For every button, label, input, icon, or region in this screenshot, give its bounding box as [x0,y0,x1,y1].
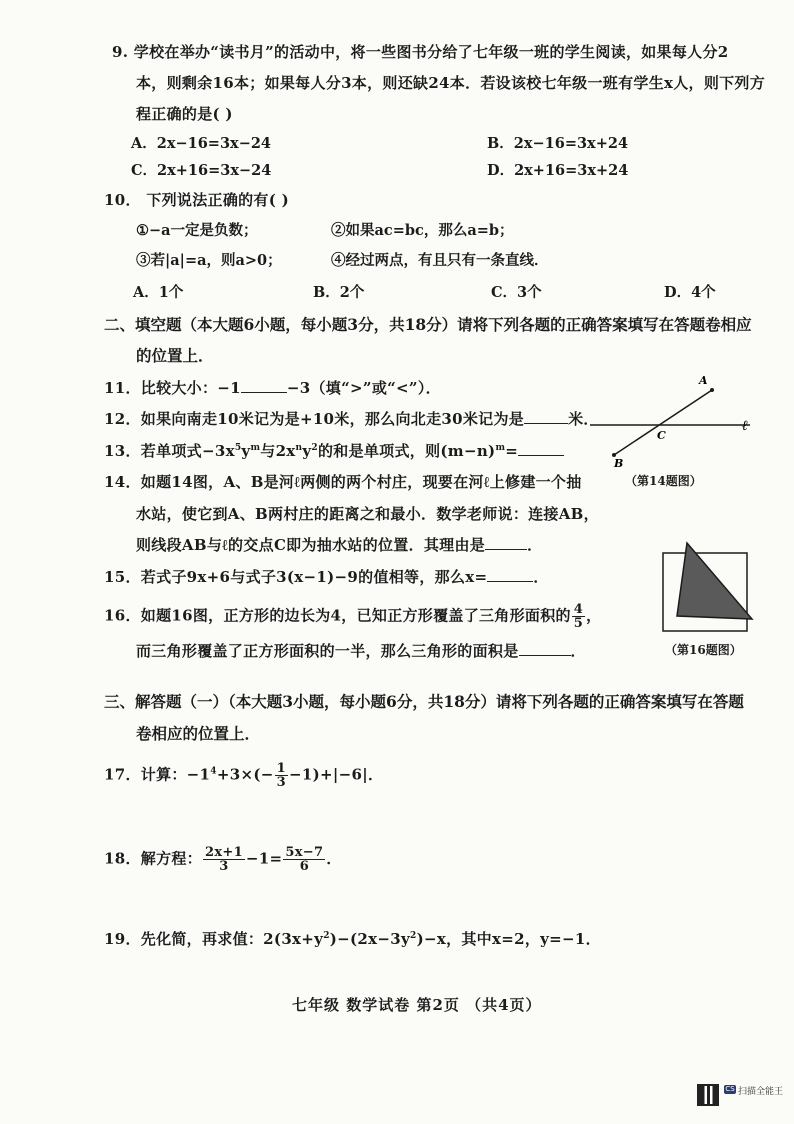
q16-frac-den: 5 [573,616,584,631]
q13-exp-5: m [495,443,506,453]
q17-frac-num: 1 [276,761,286,776]
section3-heading: 三、解答题（一）（本大题3小题，每小题6分，共18分）请将下列各题的正确答案填写在答题 [104,692,744,711]
q18-text-mid: −1= [245,849,283,868]
page-footer: 七年级 数学试卷 第2页 （共4页） [292,996,542,1014]
q14-line2: 水站，使它到A、B两村庄的距离之和最小．数学老师说：连接AB， [136,505,599,523]
q12-number: 12． [104,410,141,428]
q17 [104,762,383,789]
q13-exp-1: 5 [234,443,242,453]
q17-exp: 4 [210,766,217,777]
q13-exp-4: 2 [311,443,318,453]
q19-text-post: )−x，其中x=2，y=−1． [416,930,601,948]
q14-answer-blank[interactable] [485,535,527,550]
q19 [104,929,601,949]
q12-answer-blank[interactable] [524,409,568,424]
q13-exp-3: n [295,443,303,453]
q9-option-a: A．2x−16=3x−24 [131,135,272,152]
q12 [104,409,599,429]
q14-text-1: 如题14图，A、B是河ℓ两侧的两个村庄，现要在河ℓ上修建一个抽 [140,473,582,491]
q16-text-2: 而三角形覆盖了正方形面积的一半，那么三角形的面积是 [136,642,519,660]
q12-text-post: 米． [568,410,599,428]
q15-number: 15． [104,568,141,586]
q13-text-post: = [505,442,519,460]
q10-line1 [104,190,289,210]
q10-statement-2: ②如果ac=bc，那么a=b； [331,222,514,239]
q18-fraction-2 [283,846,325,873]
q10-number: 10． [104,191,141,209]
q16-text-end: ． [570,642,586,660]
q18-frac1-den: 3 [219,859,229,874]
q9-number: 9. [112,43,129,61]
scanner-logo-icon: CS [725,1085,735,1093]
figure-16 [654,540,764,640]
point-a [710,388,714,392]
label-c: C [657,429,666,442]
q17-text-mid: +3×(− [216,765,274,784]
q10-option-d: D．4个 [664,284,716,301]
q11-number: 11． [104,379,141,397]
q13-answer-blank[interactable] [518,441,564,456]
q16-line2 [136,641,586,661]
q9-option-b: B．2x−16=3x+24 [487,135,629,152]
q10-option-c: C．3个 [491,284,542,301]
q13-text-y1: y [241,442,251,460]
q11 [104,378,441,398]
figure-16-caption: （第16题图） [665,643,742,657]
q13-text-y2: y [302,442,312,460]
q14-text-end: ． [527,536,543,554]
q10-stem: 下列说法正确的有( ) [146,191,290,209]
segment-ab [614,390,712,455]
q17-text-pre: 计算：−1 [140,765,211,784]
q19-text-mid: )−(2x−3y [329,930,411,948]
q13-text-mid: 与2x [260,442,296,460]
q17-fraction [275,762,288,789]
q17-text-post: −1)+|−6|． [288,765,384,784]
q9-option-d: D．2x+16=3x+24 [487,162,629,179]
q18-frac1-num: 2x+1 [204,845,243,860]
q9-line1 [112,42,729,62]
q14-number: 14． [104,473,141,491]
q18-number: 18． [104,849,141,868]
section2-heading-cont: 的位置上． [136,346,214,365]
q18-fraction-1 [203,846,245,873]
q18-frac2-num: 5x−7 [285,845,324,860]
label-l: ℓ [742,418,748,434]
q10-option-b: B．2个 [313,284,365,301]
label-b: B [614,457,624,470]
q16-frac-num: 4 [573,602,584,617]
q18-text-pre: 解方程： [140,849,202,868]
q16-fraction [572,603,585,630]
q17-number: 17． [104,765,141,784]
q9-option-c: C．2x+16=3x−24 [131,162,272,179]
q18-frac2-den: 6 [299,859,310,874]
q16-number: 16． [104,606,141,625]
figure-14 [585,372,765,470]
q9-text-1: 学校在举办“读书月”的活动中，将一些图书分给了七年级一班的学生阅读，如果每人分2 [133,43,729,61]
q18 [104,846,342,873]
q16-answer-blank[interactable] [519,641,571,656]
section3-heading-cont: 卷相应的位置上． [136,724,261,743]
q13-number: 13． [104,442,141,460]
q10-option-a: A．1个 [133,284,184,301]
q15-text-pre: 若式子9x+6与式子3(x−1)−9的值相等，那么x= [140,568,488,586]
q11-text-pre: 比较大小：−1 [140,379,241,397]
q19-text-pre: 先化简，再求值：2(3x+y [140,930,324,948]
qr-code-icon [697,1084,719,1106]
q16-text-pre: 如题16图，正方形的边长为4，已知正方形覆盖了三角形面积的 [140,606,571,625]
q14-text-3: 则线段AB与ℓ的交点C即为抽水站的位置．其理由是 [136,536,486,554]
q12-text-pre: 如果向南走10米记为是+10米，那么向北走30米记为是 [140,410,525,428]
q15-answer-blank[interactable] [487,567,533,582]
q16-line1 [104,603,601,630]
q18-text-post: ． [326,849,342,868]
section2-heading: 二、填空题（本大题6小题，每小题3分，共18分）请将下列各题的正确答案填写在答题卷相应 [104,315,752,334]
label-a: A [699,374,708,387]
q13-text-mid2: 的和是单项式，则(m−n) [317,442,496,460]
q13 [104,441,564,461]
q9-line2: 本，则剩余16本；如果每人分3本，则还缺24本．若设该校七年级一班有学生x人，则下列方 [136,74,766,92]
q11-text-post: −3（填“>”或“<”）． [286,379,441,397]
q19-exp-1: 2 [323,931,330,941]
q17-frac-den: 3 [276,775,286,790]
q19-exp-2: 2 [410,931,417,941]
q15 [104,567,549,587]
triangle [677,543,752,619]
q10-statement-4: ④经过两点，有且只有一条直线． [331,252,549,269]
q16-text-comma: ， [586,606,602,625]
q15-text-post: ． [533,568,549,586]
q19-number: 19． [104,930,141,948]
q14-line3 [136,535,542,555]
q14-line1 [104,472,582,492]
scanner-watermark: 扫描全能王 [738,1087,784,1097]
figure-14-caption: （第14题图） [625,474,702,488]
q10-statement-3: ③若|a|=a，则a>0； [136,252,282,269]
q13-exp-2: m [250,443,261,453]
q13-text-pre: 若单项式−3x [140,442,235,460]
q10-statement-1: ①−a一定是负数； [136,222,258,239]
q11-answer-blank[interactable] [241,378,287,393]
q9-line3: 程正确的是( ) [136,105,233,123]
